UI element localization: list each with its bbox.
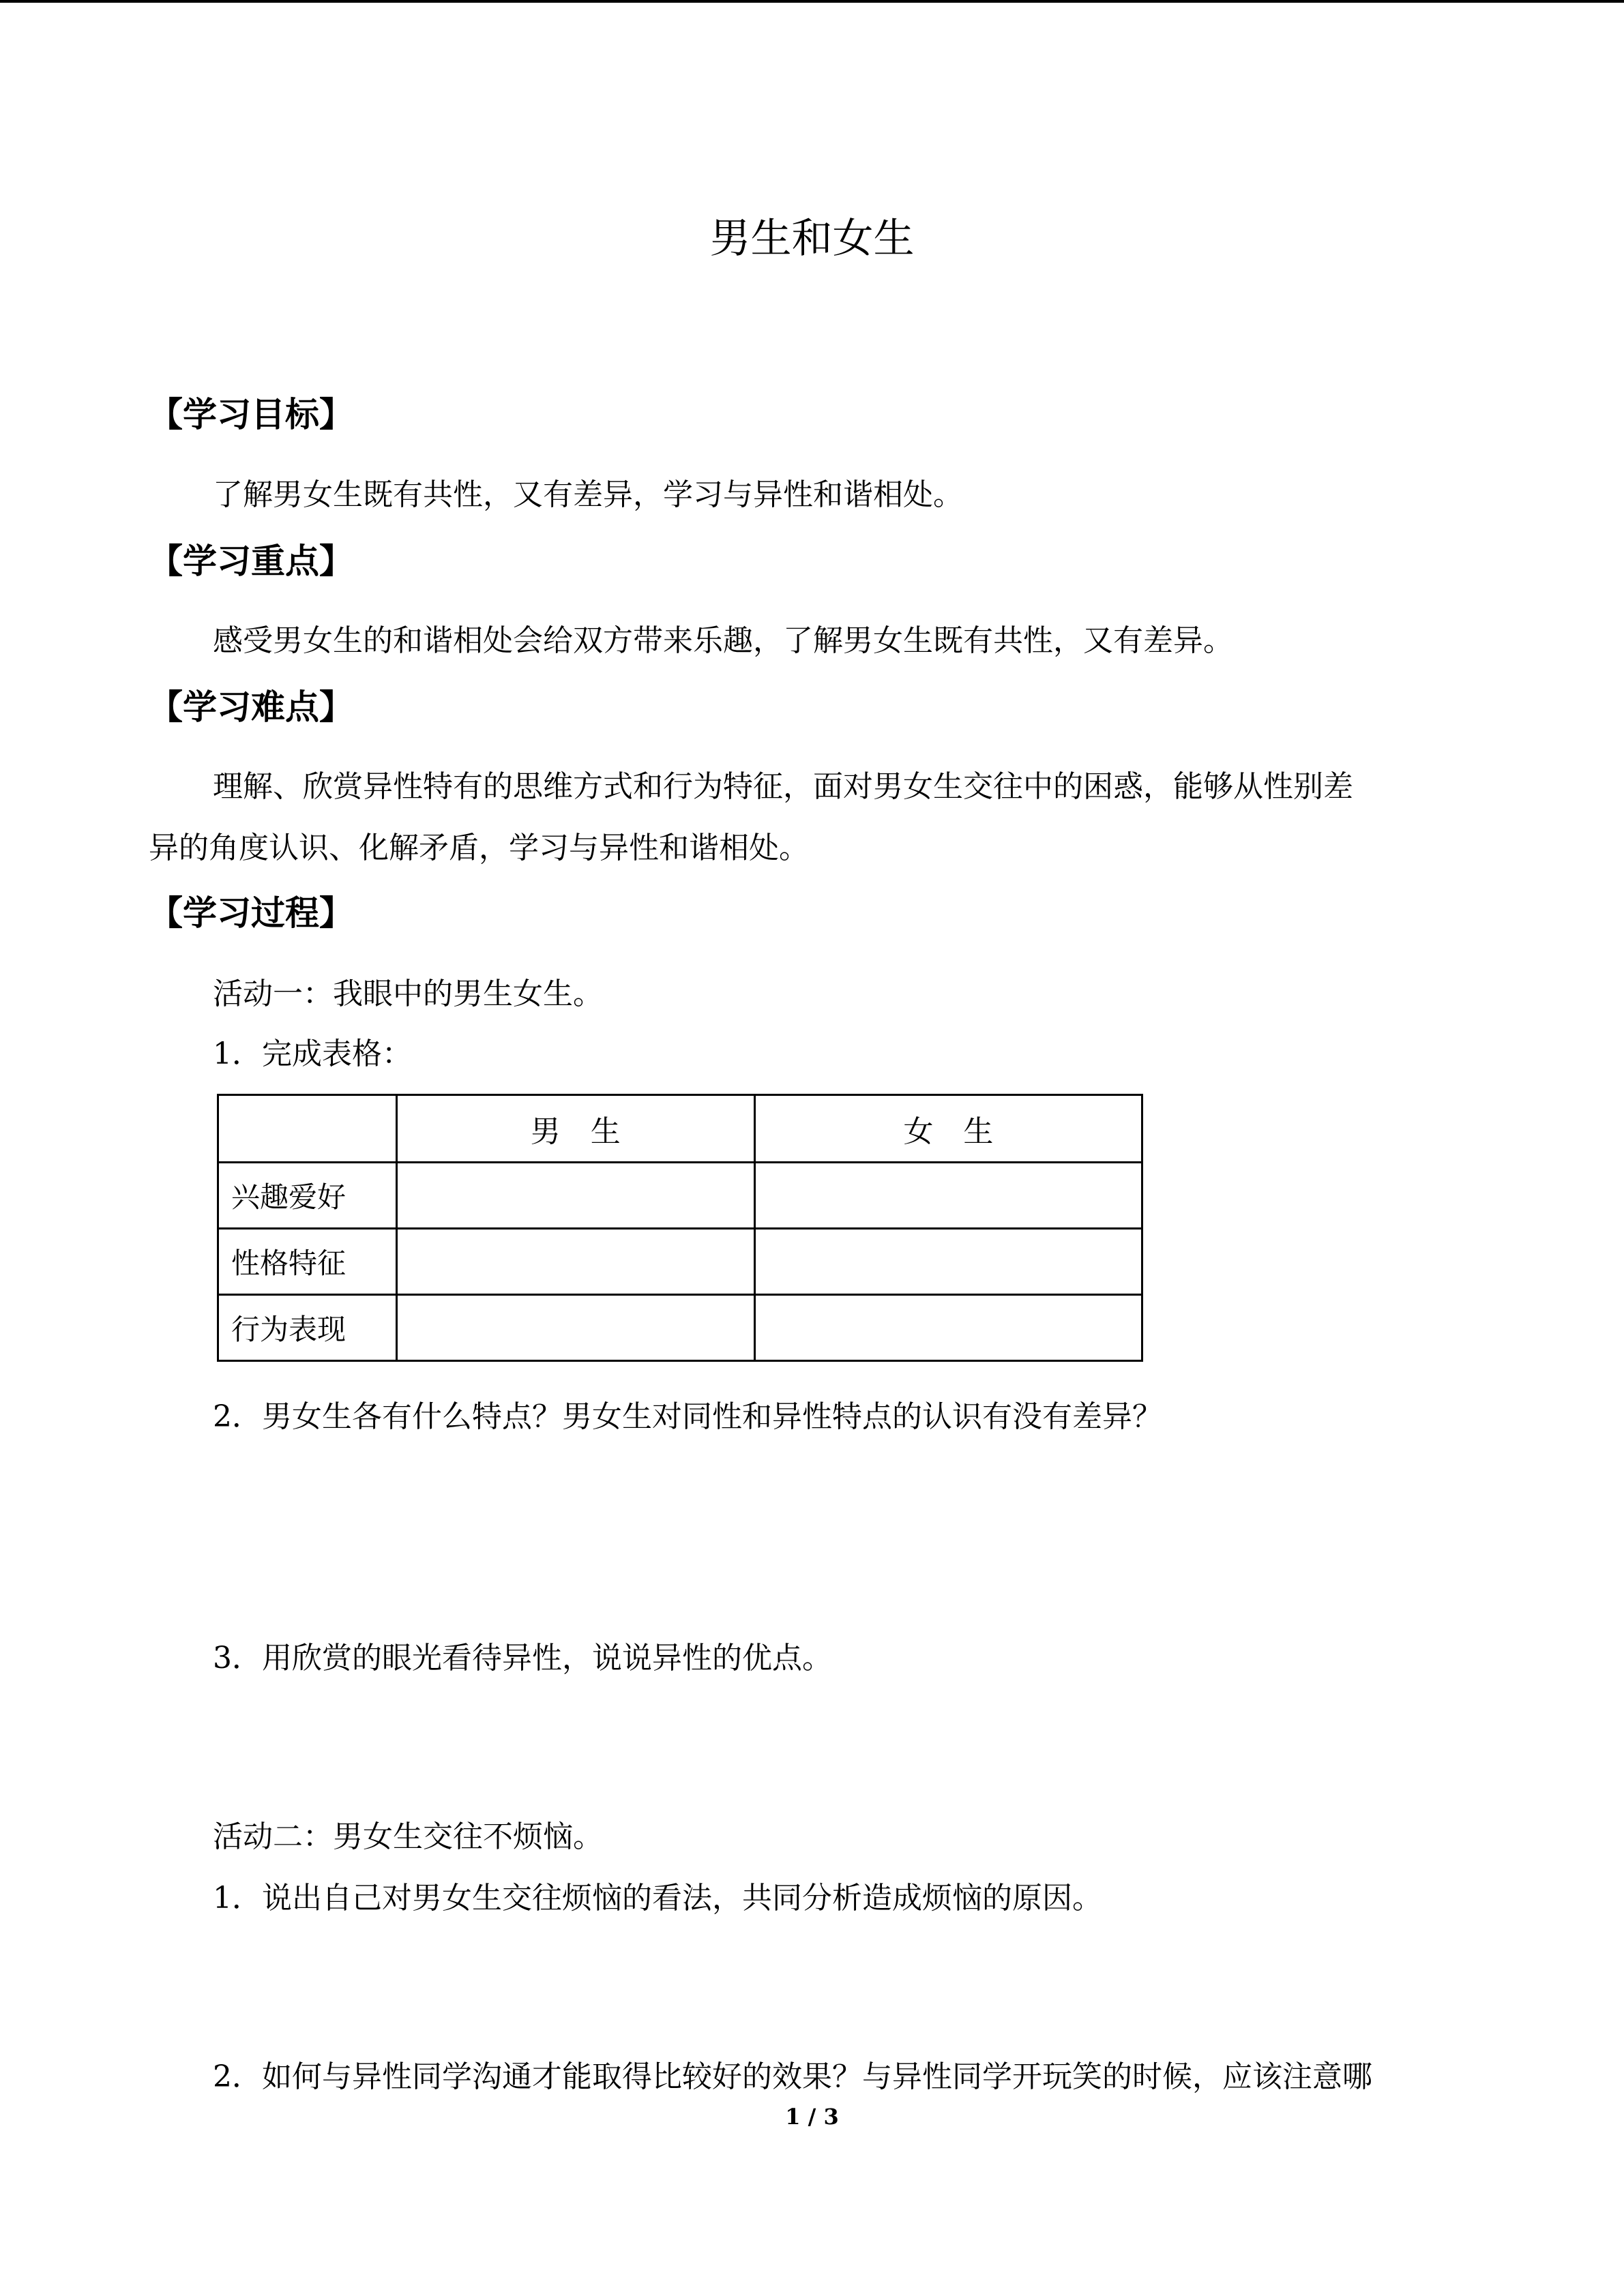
learning-focus-text: 感受男女生的和谐相处会给双方带来乐趣，了解男女生既有共性，又有差异。 [213,623,1233,658]
document-title: 男生和女生 [709,215,915,263]
table-cell-empty [396,1295,754,1361]
activity1-item2: 2．男女生各有什么特点？男女生对同性和异性特点的认识有没有差异？ [213,1399,1162,1434]
table-row-label-personality: 性格特征 [218,1229,397,1295]
heading-learning-goal: 【学习目标】 [149,395,353,434]
table-cell-empty [754,1229,1142,1295]
heading-learning-process: 【学习过程】 [149,893,353,933]
heading-learning-difficulty: 【学习难点】 [149,687,353,727]
learning-difficulty-line1: 理解、欣赏异性特有的思维方式和行为特征，面对男女生交往中的困惑，能够从性别差 [213,769,1353,804]
table-header-row [218,1095,1142,1163]
table-cell-empty [754,1295,1142,1361]
table-cell-empty [396,1229,754,1295]
table-row [218,1295,1142,1361]
activity2-item1: 1．说出自己对男女生交往烦恼的看法，共同分析造成烦恼的原因。 [213,1881,1102,1915]
activity1-item3: 3．用欣赏的眼光看待异性，说说异性的优点。 [213,1641,832,1675]
table-row-label-behavior: 行为表现 [218,1295,397,1361]
table-row [218,1163,1142,1229]
comparison-table [217,1094,1143,1362]
table-header-girls: 女 生 [754,1095,1142,1163]
table-header-boys: 男 生 [396,1095,754,1163]
table-cell-empty [396,1163,754,1229]
activity1-item1: 1．完成表格： [213,1037,412,1071]
heading-learning-focus: 【学习重点】 [149,541,353,581]
table-corner-cell [218,1095,397,1163]
top-border-line [0,0,1624,3]
page-number: 1 / 3 [785,2104,839,2130]
learning-goal-text: 了解男女生既有共性，又有差异，学习与异性和谐相处。 [213,477,963,512]
learning-difficulty-line2: 异的角度认识、化解矛盾，学习与异性和谐相处。 [149,831,809,865]
activity1-title: 活动一：我眼中的男生女生。 [213,976,603,1011]
activity2-title: 活动二：男女生交往不烦恼。 [213,1819,603,1854]
table-row [218,1229,1142,1295]
table-row-label-interests: 兴趣爱好 [218,1163,397,1229]
table-cell-empty [754,1163,1142,1229]
activity2-item2: 2．如何与异性同学沟通才能取得比较好的效果？与异性同学开玩笑的时候，应该注意哪 [213,2059,1372,2094]
